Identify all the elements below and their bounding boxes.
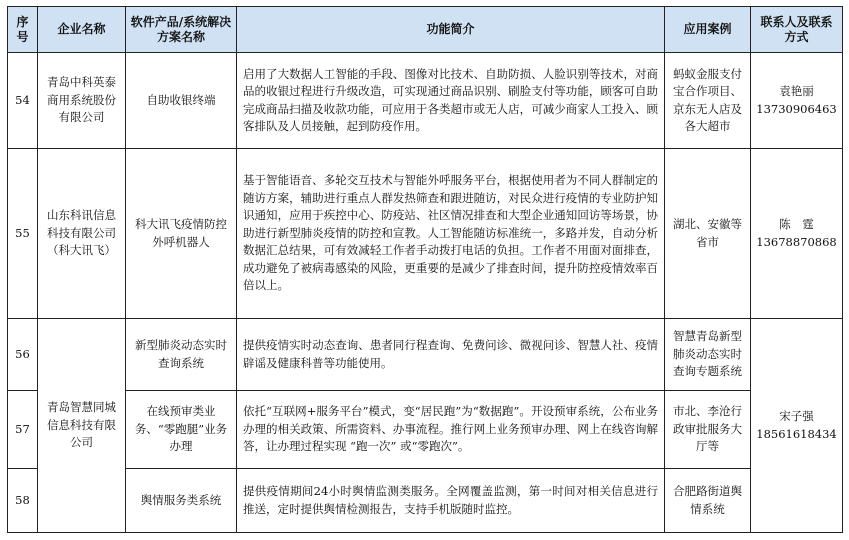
product-name: 自助收银终端 (126, 53, 237, 149)
contact-phone: 18561618434 (756, 426, 837, 441)
contact-name: 宋子强 (779, 409, 814, 423)
header-company: 企业名称 (38, 7, 126, 53)
contact-name: 袁艳丽 (779, 84, 814, 98)
table-row (8, 469, 843, 533)
table-row (8, 319, 843, 391)
header-row (8, 7, 843, 53)
header-contact: 联系人及联系方式 (751, 7, 843, 53)
application-case: 市北、李沧行政审批服务大厅等 (665, 391, 751, 469)
header-case: 应用案例 (665, 7, 751, 53)
product-name: 在线预审类业务、“零跑腿”业务办理 (126, 391, 237, 469)
header-no: 序号 (8, 7, 38, 53)
row-number: 57 (8, 391, 38, 469)
function-intro: 提供疫情实时动态查询、患者同行程查询、免费问诊、微视问诊、智慧人社、疫情辟谣及健康科普等功能使用。 (237, 319, 665, 391)
function-intro: 提供疫情期间24小时舆情监测类服务。全网覆盖监测，第一时间对相关信息进行推送，定时提供舆情检测报告，支持手机版随时监控。 (237, 469, 665, 533)
contact-cell (751, 53, 843, 149)
product-name: 舆情服务类系统 (126, 469, 237, 533)
application-case: 蚂蚁金服支付宝合作项目、京东无人店及各大超市 (665, 53, 751, 149)
product-name: 科大讯飞疫情防控外呼机器人 (126, 149, 237, 319)
header-intro: 功能简介 (237, 7, 665, 53)
contact-cell (751, 319, 843, 533)
company-name: 山东科讯信息科技有限公司（科大讯飞） (38, 149, 126, 319)
company-name: 青岛中科英泰商用系统股份有限公司 (38, 53, 126, 149)
function-intro: 依托“互联网+服务平台”模式，变“居民跑”为“数据跑”。开设预审系统，公布业务办理的相关政策、所需资料、办事流程。推行网上业务预审办理、网上在线咨询解答，让办理过程实现 “跑一次” 或“零跑次”。 (237, 391, 665, 469)
row-number: 55 (8, 149, 38, 319)
function-intro: 基于智能语音、多轮交互技术与智能外呼服务平台，根据使用者为不同人群制定的随访方案，辅助进行重点人群发热筛查和跟进随访，对民众进行疫情的专业防护知识通知，应用于疾控中心、防疫站、社区情况排查和大型企业通知回访等场景，协助进行新型肺炎疫情的防控和宣教。人工智能随访标准统一，多路并发，自动分析数据汇总结果，可有效减轻工作者手动拨打电话的负担。工作者不用面对面排查，成功避免了被病毒感染的风险，更重要的是减少了排查时间，提升防控疫情效率百倍以上。 (237, 149, 665, 319)
contact-cell (751, 149, 843, 319)
table-wrapper (7, 6, 843, 533)
contact-phone: 13730906463 (756, 101, 837, 116)
application-case: 湖北、安徽等省市 (665, 149, 751, 319)
table-row (8, 391, 843, 469)
application-case: 智慧青岛新型肺炎动态实时查询专题系统 (665, 319, 751, 391)
row-number: 58 (8, 469, 38, 533)
row-number: 54 (8, 53, 38, 149)
software-solution-table (7, 6, 843, 533)
contact-phone: 13678870868 (756, 234, 837, 249)
function-intro: 启用了大数据人工智能的手段、图像对比技术、自助防损、人脸识别等技术，对商品的收银过程进行升级改造，可实现通过商品识别、刷脸支付等功能，顾客可自助完成商品扫描及收款功能，可应用于各类超市或无人店，可减少商家人工投入、顾客排队及人员接触，起到防疫作用。 (237, 53, 665, 149)
application-case: 合肥路街道舆情系统 (665, 469, 751, 533)
company-name: 青岛智慧同城信息科技有限公司 (38, 319, 126, 533)
row-number: 56 (8, 319, 38, 391)
contact-name: 陈 霆 (779, 217, 814, 231)
header-product: 软件产品/系统解决方案名称 (126, 7, 237, 53)
table-row (8, 149, 843, 319)
product-name: 新型肺炎动态实时查询系统 (126, 319, 237, 391)
table-row (8, 53, 843, 149)
